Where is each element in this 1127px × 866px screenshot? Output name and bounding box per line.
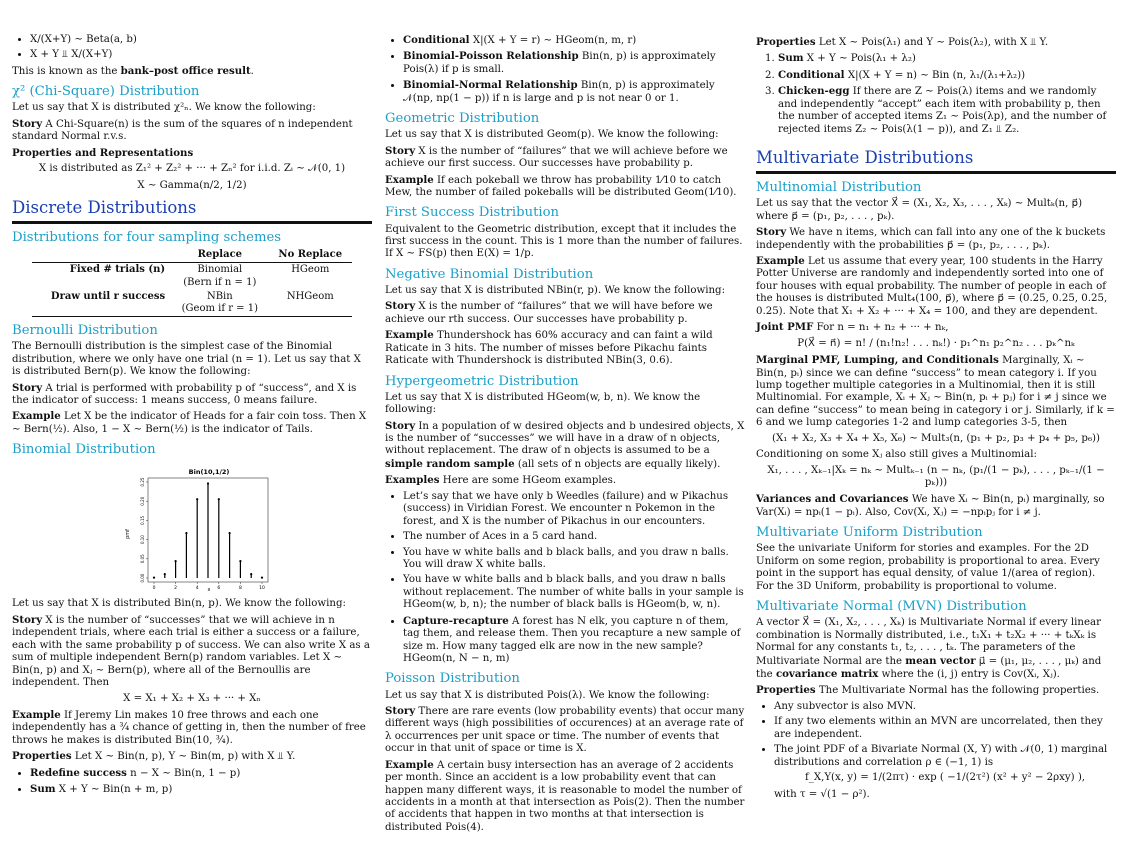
list-item: 2. Conditional X|(X + Y = n) ∼ Bin (n, λ₁/(λ₁+λ₂))	[778, 69, 1116, 82]
chart-title: Bin(10,1/2)	[188, 468, 230, 477]
chart-y-tick-label: 0.15	[140, 516, 145, 526]
list-item: • Redefine success n − X ∼ Bin(n, 1 − p)	[30, 767, 372, 780]
table-header-noreplace: No Replace	[269, 248, 352, 263]
chart-point	[229, 532, 231, 534]
list-item: • Conditional X|(X + Y = r) ∼ HGeom(n, m, r)	[403, 34, 745, 47]
mn-marginal: Marginal PMF, Lumping, and Conditionals Marginally, Xᵢ ∼ Bin(n, pᵢ) since we can define “success” to mean category i. If you lump together multiple categories in a Multinomial, then it is still Multinomial. For example, Xᵢ + Xⱼ ∼ Bin(n, pᵢ + pⱼ) for i ≠ j since we can define “success” to mean being in category i or j. Similarly, if k = 6 and we lump categories 1-2 and lump categories 3-5, then	[756, 354, 1115, 429]
mvn-text: A vector X⃗ = (X₁, X₂, . . . , Xₖ) is Multivariate Normal if every linear combination is Normally distributed, i.e., t₁X₁ + t₂X₂ + ··· + tₖXₖ is Normal for any constants t₁, t₂, . . . , tₖ. The parameters of the Multivariate Normal are the mean vector μ⃗ = (μ₁, μ₂, . . . , μₖ) and the covariance matrix where the (i, j) entry is Cov(Xᵢ, Xⱼ).	[756, 617, 1102, 681]
multivariate-heading: Multivariate Distributions	[756, 148, 974, 168]
chart-x-tick-label: 8	[238, 586, 242, 592]
chart-y-tick-label: 0.10	[140, 535, 145, 545]
nb-example: Example Thundershock has 60% accuracy and can faint a wild Raticate in 3 hits. The number of misses before Pikachu faints Raticate with Thundershock is distributed NBin(3, 0.6).	[385, 329, 713, 367]
chart-x-tick-label: 10	[259, 586, 265, 592]
nb-intro: Let us say that X is distributed NBin(r, p). We know the following:	[385, 284, 726, 296]
table-corner	[32, 248, 171, 263]
table-cell: NBin (Geom if r = 1)	[181, 290, 258, 314]
chart-point	[239, 560, 241, 562]
mvn-tau: with τ = √(1 − ρ²).	[774, 788, 870, 800]
table-cell: NHGeom	[286, 290, 334, 302]
mn-cond-math: X₁, . . . , Xₖ₋₁|Xₖ = nₖ ∼ Multₖ₋₁ (n − nₖ, (p₁/(1 − pₖ), . . . , pₖ₋₁/(1 − pₖ)))	[767, 464, 1105, 489]
chart-x-tick-label: 0	[152, 586, 156, 592]
chart-point	[261, 577, 263, 579]
chart-point	[250, 573, 252, 575]
column-1	[12, 34, 372, 800]
mvn-heading: Multivariate Normal (MVN) Distribution	[756, 599, 1027, 615]
chi-square-heading: χ² (Chi-Square) Distribution	[12, 84, 200, 100]
chi-intro: Let us say that X is distributed χ²ₙ. We know the following:	[12, 102, 316, 114]
geom-example: Example If each pokeball we throw has probability 1⁄10 to catch Mew, the number of failed pokeballs will be distributed Geom(1⁄10).	[385, 173, 737, 199]
chi-story: Story A Chi-Square(n) is the sum of the squares of n independent standard Normal r.v.s.	[12, 117, 353, 143]
chart-point	[153, 577, 155, 579]
four-schemes-heading: Distributions for four sampling schemes	[12, 230, 282, 246]
chart-point	[164, 573, 166, 575]
list-item: • If any two elements within an MVN are uncorrelated, then they are independent.	[774, 716, 1116, 741]
list-item: • Sum X + Y ∼ Bin(n + m, p)	[30, 783, 372, 796]
chart-y-tick-label: 0.00	[140, 573, 145, 583]
bern-story: Story A trial is performed with probability p of “success”, and X is the indicator of success: 1 means success, 0 means failure.	[12, 381, 357, 407]
bank-post-office-text: This is known as the bank–post office result.	[12, 64, 254, 77]
table-header-replace: Replace	[171, 248, 268, 263]
geom-intro: Let us say that X is distributed Geom(p). We know the following:	[385, 129, 719, 141]
mu-text: See the univariate Uniform for stories and examples. For the 2D Uniform on some region, probability is proportional to area. Every point in the support has equal density, of value 1/(area of region). For the 3D Uniform, probability is proportional to volume.	[756, 543, 1100, 592]
mn-cond: Conditioning on some Xⱼ also still gives a Multinomial:	[756, 449, 1037, 461]
bernoulli-heading: Bernoulli Distribution	[12, 323, 158, 339]
list-item: • Capture-recapture A forest has N elk, you capture n of them, tag them, and release them. Then you recapture a new sample of size m. How many tagged elk are now in the new sample? HGeom(n, N − n, m)	[403, 615, 745, 666]
list-item: 3. Chicken-egg If there are Z ∼ Pois(λ) items and we randomly and independently “accept” each item with probability p, then the number of accepted items Z₁ ∼ Pois(λp), and the number of rejected items Z₂ ∼ Pois(λ(1 − p)), and Z₁ ⫫ Z₂.	[778, 85, 1116, 136]
table-row-label: Fixed # trials (n)	[69, 264, 166, 276]
column-3	[756, 34, 1116, 804]
geometric-heading: Geometric Distribution	[385, 111, 540, 127]
nb-story: Story X is the number of “failures” that we will have before we achieve our rth success. Our successes have probability p.	[385, 300, 713, 325]
geom-story: Story X is the number of “failures” that we will achieve before we achieve our first success. Our successes have probability p.	[385, 144, 728, 170]
mn-joint: Joint PMF For n = n₁ + n₂ + ··· + nₖ,	[756, 321, 949, 334]
list-item: • The number of Aces in a 5 card hand.	[403, 531, 745, 543]
mvn-properties: Properties The Multivariate Normal has the following properties.	[756, 684, 1100, 697]
mn-intro: Let us say that the vector X⃗ = (X₁, X₂, X₃, . . . , Xₖ) ∼ Multₖ(n, p⃗) where p⃗ = (p₁, p₂, . . . , pₖ).	[756, 198, 1083, 222]
pois-story: Story There are rare events (low probability events) that occur many different ways (high possibilities of occurences) at an average rate of λ occurrences per unit space or time. The number of events that occur in that unit of space or time is X.	[385, 704, 745, 755]
mn-variance: Variances and Covariances We have Xᵢ ∼ Bin(n, pᵢ) marginally, so Var(Xᵢ) = npᵢ(1 − pᵢ). Also, Cov(Xᵢ, Xⱼ) = −npᵢpⱼ for i ≠ j.	[756, 493, 1105, 518]
bern-intro: The Bernoulli distribution is the simplest case of the Binomial distribution, where we only have one trial (n = 1). Let us say that X is distributed Bern(p). We know the following:	[12, 341, 361, 378]
chi-math-1: X is distributed as Z₁² + Z₂² + ··· + Zₙ² for i.i.d. Zᵢ ∼ 𝒩(0, 1)	[38, 163, 346, 175]
binom-story: Story X is the number of “successes” that we will achieve in n independent trials, where each trial is either a success or a failure, each with the same probability p of success. We can also write X as a sum of multiple independent Bern(p) random variables. Let X ∼ Bin(n, p) and Xⱼ ∼ Bern(p), where all of the Bernoullis are independent. Then	[12, 613, 370, 689]
chart-point	[185, 532, 187, 534]
column-2	[385, 34, 745, 837]
list-item: • Any subvector is also MVN.	[774, 701, 1116, 713]
chart-point	[196, 499, 198, 501]
pois-intro: Let us say that X is distributed Pois(λ). We know the following:	[385, 689, 710, 701]
negative-binomial-heading: Negative Binomial Distribution	[385, 266, 594, 282]
hg-intro: Let us say that X is distributed HGeom(w, b, n). We know the following:	[385, 391, 701, 416]
bern-example: Example Let X be the indicator of Heads for a fair coin toss. Then X ∼ Bern(½). Also, 1 − X ∼ Bern(½) is the indicator of Tails.	[12, 410, 367, 435]
discrete-heading: Discrete Distributions	[12, 198, 197, 218]
chart-x-tick-label: 2	[174, 586, 178, 592]
chart-point	[218, 499, 220, 501]
mn-example: Example Let us assume that every year, 100 students in the Harry Potter Universe are randomly and independently sorted into one of four houses with equal probability. The number of people in each of the houses is distributed Mult₄(100, p⃗), where p⃗ = (0.25, 0.25, 0.25, 0.25). Note that X₁ + X₂ + ··· + X₄ = 100, and they are dependent.	[756, 255, 1108, 317]
chi-props-label: Properties and Representations	[12, 146, 194, 159]
binomial-chart-svg	[12, 464, 372, 592]
section-rule	[12, 221, 372, 224]
pois-properties: Properties Let X ∼ Pois(λ₁) and Y ∼ Pois(λ₂), with X ⫫ Y.	[756, 36, 1049, 48]
chart-y-tick-label: 0.20	[140, 497, 145, 507]
hypergeometric-heading: Hypergeometric Distribution	[385, 373, 579, 389]
list-item: • You have w white balls and b black balls, and you draw n balls without replacement. The number of white balls in your sample is HGeom(w, b, n); the number of black balls is HGeom(b, w, n).	[403, 574, 745, 611]
binomial-chart	[12, 464, 372, 592]
table-row-label: Draw until r success	[50, 290, 166, 302]
first-success-heading: First Success Distribution	[385, 205, 560, 221]
list-item: • Binomial-Poisson Relationship Bin(n, p) is approximately Pois(λ) if p is small.	[403, 50, 745, 76]
multinomial-heading: Multinomial Distribution	[756, 180, 922, 196]
sampling-table	[32, 248, 352, 317]
section-rule	[756, 171, 1116, 174]
chart-y-label: pmf	[125, 529, 131, 540]
chart-y-tick-label: 0.05	[140, 554, 145, 564]
binom-example: Example If Jeremy Lin makes 10 free throws and each one independently has a ¾ chance of getting in, then the number of free throws he makes is distributed Bin(10, ¾).	[12, 708, 366, 746]
mn-story: Story We have n items, which can fall into any one of the k buckets independently with the probabilities p⃗ = (p₁, p₂, . . . , pₖ).	[756, 226, 1106, 251]
poisson-heading: Poisson Distribution	[385, 671, 520, 687]
binom-intro: Let us say that X is distributed Bin(n, p). We know the following:	[12, 598, 346, 610]
table-cell: Binomial (Bern if n = 1)	[183, 264, 257, 288]
hg-story: Story In a population of w desired objects and b undesired objects, X is the number of “successes” we will have in a draw of n objects, without replacement. The draw of n objects is assumed to be a simple random sample (all sets of n objects are equally likely).	[385, 419, 745, 470]
chart-point	[207, 483, 209, 485]
independence-bullet: • X + Y ⫫ X/(X+Y)	[30, 49, 372, 61]
multivariate-uniform-heading: Multivariate Uniform Distribution	[756, 525, 983, 541]
chi-math-2: X ∼ Gamma(n/2, 1/2)	[137, 179, 247, 191]
list-item: • Let’s say that we have only b Weedles (failure) and w Pikachus (success) in Viridian Forest. We encounter n Pokemon in the forest, and X is the number of Pikachus in our encounters.	[403, 491, 745, 528]
binomial-heading: Binomial Distribution	[12, 442, 156, 458]
hg-examples: Examples Here are some HGeom examples.	[385, 474, 617, 487]
binom-properties: Properties Let X ∼ Bin(n, p), Y ∼ Bin(m, p) with X ⫫ Y.	[12, 750, 296, 763]
mn-lump-math: (X₁ + X₂, X₃ + X₄ + X₅, X₆) ∼ Mult₃(n, (p₁ + p₂, p₃ + p₄ + p₅, p₆))	[772, 432, 1100, 444]
pois-example: Example A certain busy intersection has an average of 2 accidents per month. Since an accident is a low probability event that can happen many different ways, it is reasonable to model the number of accidents in a month at that intersection as Pois(2). Then the number of accidents that happen in two months at that intersection is distributed Pois(4).	[385, 758, 745, 833]
fs-text: Equivalent to the Geometric distribution, except that it includes the first success in the count. This is 1 more than the number of failures. If X ∼ FS(p) then E(X) = 1/p.	[385, 223, 743, 260]
list-item: • You have w white balls and b black balls, and you draw n balls. You will draw X white balls.	[403, 547, 745, 572]
mvn-pdf-math: f_X,Y(x, y) = 1/(2πτ) · exp ( −1/(2τ²) (x² + y² − 2ρxy) ),	[804, 772, 1086, 784]
chart-x-tick-label: 4	[195, 586, 199, 592]
chart-point	[175, 560, 177, 562]
chart-x-tick-label: 6	[217, 586, 221, 592]
chart-x-label: x	[207, 587, 211, 593]
list-item: 1. Sum X + Y ∼ Pois(λ₁ + λ₂)	[778, 52, 1116, 65]
binom-sum-math: X = X₁ + X₂ + X₃ + ··· + Xₙ	[123, 692, 261, 704]
table-cell: HGeom	[291, 264, 330, 276]
list-item: • Binomial-Normal Relationship Bin(n, p) is approximately 𝒩(np, np(1 − p)) if n is large and p is not near 0 or 1.	[403, 79, 745, 105]
beta-bullet: • X/(X+Y) ∼ Beta(a, b)	[30, 34, 372, 46]
list-item: • The joint PDF of a Bivariate Normal (X, Y) with 𝒩(0, 1) marginal distributions and correlation ρ ∈ (−1, 1) is f_X,Y(x, y) = 1/(2πτ) · exp ( −1/(2τ²) (x² + y² − 2ρxy) ), with τ = √(1 − ρ²).	[774, 744, 1116, 801]
chart-y-tick-label: 0.25	[140, 477, 145, 487]
mn-joint-math: P(X⃗ = n⃗) = n! / (n₁!n₂! . . . nₖ!) · p₁^n₁ p₂^n₂ . . . pₖ^nₖ	[797, 337, 1075, 349]
